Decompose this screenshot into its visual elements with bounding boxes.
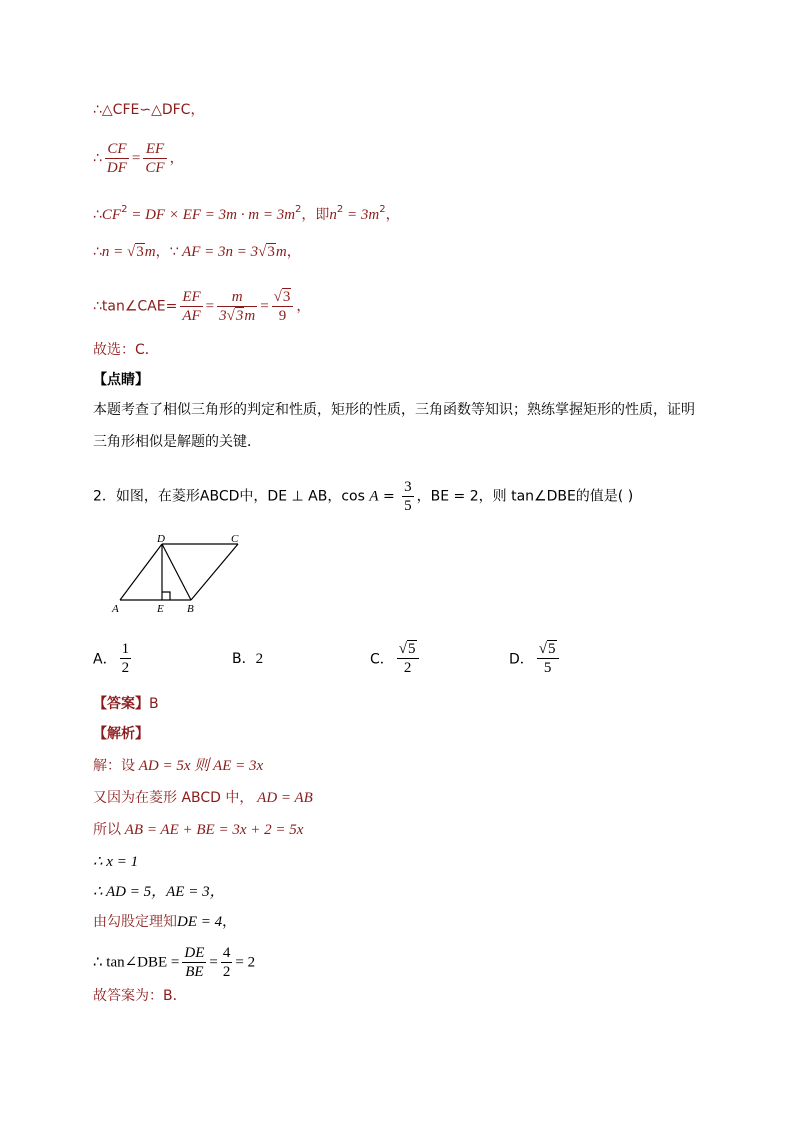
fraction-cf-df: $\frac{CF}{DF}$	[106, 141, 127, 176]
fraction-sqrt5-5: $\frac{√5}{5}$	[537, 640, 559, 677]
sqrt-3: √3	[127, 244, 144, 260]
analysis-step-3: 所以 AB = AE + BE = 3x + 2 = 5x	[93, 822, 304, 838]
solution-choice: 故选：C．	[93, 342, 159, 358]
option-c[interactable]: C． $\frac{√5}{2}$	[370, 640, 422, 677]
analysis-step-5: ∴ AD = 5，AE = 3，	[93, 884, 225, 900]
option-b[interactable]: B．2	[232, 651, 264, 667]
right-angle-mark	[162, 592, 170, 600]
analysis-step-2: 又因为在菱形 ABCD 中， AD = AB	[93, 790, 313, 806]
answer-line: 【答案】B	[93, 696, 159, 712]
fraction-1-2: $\frac{1}{2}$	[121, 641, 130, 676]
side-ad	[120, 544, 162, 600]
label-b: B	[187, 603, 194, 615]
analysis-tag: 【解析】	[93, 726, 149, 742]
rhombus-figure	[100, 530, 260, 620]
fraction-ef-af: $\frac{EF}{AF}$	[182, 289, 201, 324]
side-cb	[191, 544, 238, 600]
comment-line-1: 本题考查了相似三角形的判定和性质，矩形的性质，三角函数等知识；熟练掌握矩形的性质，证明	[93, 402, 695, 418]
comment-tag: 【点睛】	[93, 372, 149, 388]
option-d[interactable]: D． $\frac{√5}{5}$	[509, 640, 562, 677]
fraction-ef-cf: $\frac{EF}{CF}$	[145, 141, 165, 176]
solution-line-n-af: ∴n = √3m，∵ AF = 3n = 3√3m，	[93, 244, 301, 260]
fraction-4-2: $\frac{4}{2}$	[222, 945, 231, 980]
fraction-m-3sqrt3m: $\frac{m}{3√3m}$	[219, 289, 256, 324]
therefore-sign: ∴	[93, 150, 102, 167]
option-a[interactable]: A． $\frac{1}{2}$	[93, 641, 130, 676]
comment-line-2: 三角形相似是解题的关键．	[93, 434, 261, 450]
fraction-cos-3-5: $\frac{3}{5}$	[404, 479, 412, 514]
solution-line-similar: ∴△CFE∽△DFC，	[93, 102, 205, 118]
fraction-sqrt3-9: $\frac{√3}{9}$	[272, 288, 294, 325]
analysis-step-4: ∴ x = 1	[93, 854, 139, 870]
solution-line-cf-squared: $\therefore CF^2$ = DF × EF = $3m \cdot m = 3m^2$，即$n^2 = 3m^2$，	[93, 204, 400, 223]
fraction-de-be: $\frac{DE}{BE}$	[184, 945, 205, 980]
label-e: E	[157, 603, 164, 615]
label-c: C	[231, 533, 239, 545]
solution-line-tan-cae: ∴tan∠CAE= $\frac{EF}{AF}$ = $\frac{m}{3√3m}$ = $\frac{√3}{9}$ ，	[93, 289, 311, 324]
analysis-step-1: 解：设 AD = 5x 则 AE = 3x	[93, 758, 264, 774]
analysis-step-7: ∴ tan∠DBE = $\frac{DE}{BE}$ = $\frac{4}{2}$ = 2	[93, 945, 256, 980]
label-d: D	[157, 533, 165, 545]
sqrt-3: √3	[258, 244, 275, 260]
question-2-text: 2．如图，在菱形ABCD中，DE ⊥ AB，cos A = $\frac{3}{5}$ ，BE = 2，则 tan∠DBE的值是( )	[93, 479, 634, 514]
analysis-conclusion: 故答案为：B．	[93, 988, 187, 1004]
fraction-sqrt5-2: $\frac{√5}{2}$	[397, 640, 419, 677]
analysis-step-6: 由勾股定理知DE = 4，	[93, 914, 237, 930]
label-a: A	[112, 603, 119, 615]
solution-line-ratio: ∴ $\frac{CF}{DF}$ = $\frac{EF}{CF}$ ，	[93, 141, 184, 176]
